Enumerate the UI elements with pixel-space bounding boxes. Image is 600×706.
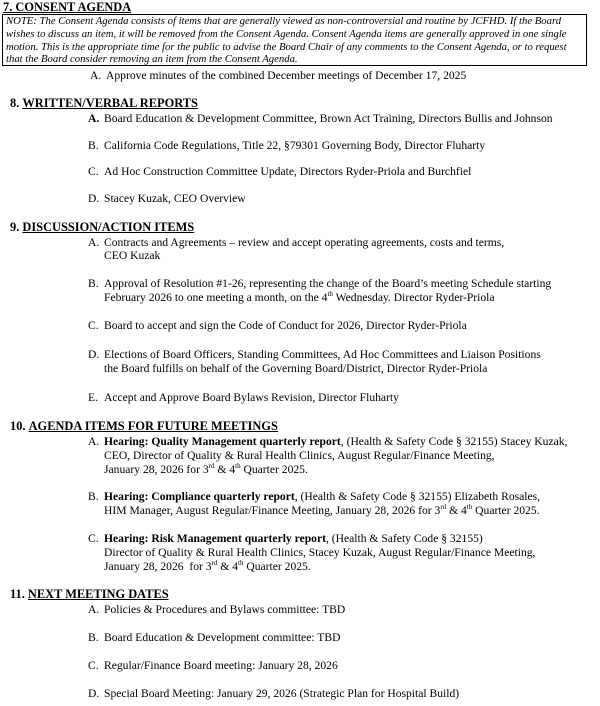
section-9-item-b-continued <box>104 291 495 305</box>
text-part: HIM Manager, August Regular/Finance Meeting, January 28, 2026 for 3 <box>104 504 441 517</box>
section-11-number: 11. <box>10 587 25 601</box>
item-text: California Code Regulations, Title 22, §79301 Governing Body, Director Fluharty <box>104 139 486 152</box>
item-letter: A. <box>90 69 102 82</box>
section-7-heading <box>3 0 131 14</box>
section-9-heading <box>10 220 194 234</box>
section-9-item-e <box>88 391 399 405</box>
item-text: Board to accept and sign the Code of Conduct for 2026, Director Ryder-Priola <box>104 319 467 332</box>
item-text: , (Health & Safety Code § 32155) Elizabeth Rosales, <box>294 490 541 503</box>
section-10-item-b-line-2 <box>104 504 540 518</box>
section-8-heading <box>10 96 198 110</box>
item-letter: C. <box>88 319 99 332</box>
section-8-item-a <box>88 112 553 126</box>
section-9-item-d <box>88 348 541 362</box>
section-8-number: 8. <box>10 96 20 110</box>
item-letter: B. <box>88 139 99 152</box>
item-text: Contracts and Agreements – review and accept operating agreements, costs and terms, <box>104 236 505 249</box>
section-10-title: AGENDA ITEMS FOR FUTURE MEETINGS <box>28 419 278 433</box>
section-10-number: 10. <box>10 419 26 433</box>
hearing-title: Hearing: Risk Management quarterly report <box>104 532 326 545</box>
section-8-item-b <box>88 139 485 153</box>
section-11-title: NEXT MEETING DATES <box>27 587 169 601</box>
item-text: Approval of Resolution #1-26, representing the change of the Board’s meeting Schedule starting <box>104 277 552 290</box>
item-text: Regular/Finance Board meeting: January 28, 2026 <box>104 659 338 672</box>
item-letter: A. <box>88 603 100 616</box>
section-10-item-b <box>88 490 540 504</box>
text-part: January 28, 2026 for 3 <box>104 463 209 476</box>
section-9-title: DISCUSSION/ACTION ITEMS <box>22 220 195 234</box>
ordinal-suffix: rd <box>440 503 447 511</box>
section-9-item-a <box>88 236 504 250</box>
section-10-item-c <box>88 532 483 546</box>
item-text: Stacey Kuzak, CEO Overview <box>104 192 246 205</box>
item-letter: D. <box>88 192 100 205</box>
section-7-item-a <box>90 69 466 83</box>
text-part: & 4 <box>446 504 467 517</box>
section-10-heading <box>10 419 278 433</box>
section-11-heading <box>10 587 169 601</box>
item-text: Special Board Meeting: January 29, 2026 (Strategic Plan for Hospital Build) <box>104 687 460 700</box>
item-letter: A. <box>88 112 100 125</box>
section-11-item-d <box>88 687 459 701</box>
text-part: Quarter 2025. <box>472 504 540 517</box>
text-part: & 4 <box>217 560 239 573</box>
section-10-item-a-line-2: CEO, Director of Quality & Rural Health Clinics, August Regular/Finance Meeting, <box>104 449 495 462</box>
text-part: & 4 <box>214 463 236 476</box>
item-letter: D. <box>88 687 100 700</box>
item-letter: C. <box>88 532 99 545</box>
text-part: Wednesday. Director Ryder-Priola <box>332 291 495 304</box>
item-letter: A. <box>88 435 100 448</box>
section-10-item-a-line-3 <box>104 463 308 477</box>
section-8-item-c <box>88 165 471 179</box>
item-text: , (Health & Safety Code § 32155) <box>325 532 483 545</box>
item-text: Policies & Procedures and Bylaws committee: TBD <box>104 603 346 616</box>
item-text: Elections of Board Officers, Standing Committees, Ad Hoc Committees and Liaison Positions <box>104 348 541 361</box>
item-letter: B. <box>88 631 99 644</box>
text-part: Quarter 2025. <box>243 560 311 573</box>
section-9-item-a-continued: CEO Kuzak <box>104 249 161 262</box>
item-letter: D. <box>88 348 100 361</box>
ordinal-suffix: th <box>238 559 244 567</box>
item-text: Accept and Approve Board Bylaws Revision, Director Fluharty <box>104 391 399 404</box>
ordinal-suffix: th <box>327 290 333 298</box>
section-9-number: 9. <box>10 220 20 234</box>
section-10-item-a <box>88 435 567 449</box>
section-9-item-c <box>88 319 467 333</box>
item-letter: A. <box>88 236 100 249</box>
section-10-item-c-line-3 <box>104 560 311 574</box>
item-text: Approve minutes of the combined December meetings of December 17, 2025 <box>106 69 467 82</box>
section-9-item-d-continued: the Board fulfills on behalf of the Governing Board/District, Director Ryder-Priola <box>104 362 488 375</box>
section-11-item-b <box>88 631 340 645</box>
section-11-item-a <box>88 603 345 617</box>
section-8-title: WRITTEN/VERBAL REPORTS <box>22 96 198 110</box>
item-letter: C. <box>88 659 99 672</box>
ordinal-suffix: th <box>235 462 241 470</box>
section-7-title: 7. CONSENT AGENDA <box>3 0 132 14</box>
section-11-item-c <box>88 659 338 673</box>
item-text: Board Education & Development Committee, Brown Act Training, Directors Bullis and Johnson <box>104 112 553 125</box>
item-letter: B. <box>88 490 99 503</box>
item-text: Ad Hoc Construction Committee Update, Directors Ryder-Priola and Burchfiel <box>104 165 472 178</box>
section-10-item-c-line-2: Director of Quality & Rural Health Clinics, Stacey Kuzak, August Regular/Finance Meeting, <box>104 546 536 559</box>
ordinal-suffix: rd <box>208 462 215 470</box>
text-part: February 2026 to one meeting a month, on the 4 <box>104 291 328 304</box>
item-letter: E. <box>88 391 98 404</box>
ordinal-suffix: rd <box>211 559 218 567</box>
item-letter: C. <box>88 165 99 178</box>
item-text: , (Health & Safety Code § 32155) Stacey Kuzak, <box>340 435 568 448</box>
item-letter: B. <box>88 277 99 290</box>
section-9-item-b <box>88 277 551 291</box>
hearing-title: Hearing: Compliance quarterly report <box>104 490 295 503</box>
text-part: Quarter 2025. <box>240 463 308 476</box>
text-part: January 28, 2026 for 3 <box>104 560 212 573</box>
ordinal-suffix: th <box>466 503 473 511</box>
item-text: Board Education & Development committee: TBD <box>104 631 341 644</box>
consent-agenda-note: NOTE: The Consent Agenda consists of items that are generally viewed as non-controversial and routine by JCFHD. If the Board wishes to discuss an item, it will be removed from the Consent Agenda. Consent Agenda items are generally approved in one single motion. This is the appropriate time for the public to advise the Board Chair of any comments to the Consent Agenda, or to request that the Board consider removing an item from the Consent Agenda. <box>2 14 587 66</box>
section-8-item-d <box>88 192 246 206</box>
hearing-title: Hearing: Quality Management quarterly report <box>104 435 341 448</box>
